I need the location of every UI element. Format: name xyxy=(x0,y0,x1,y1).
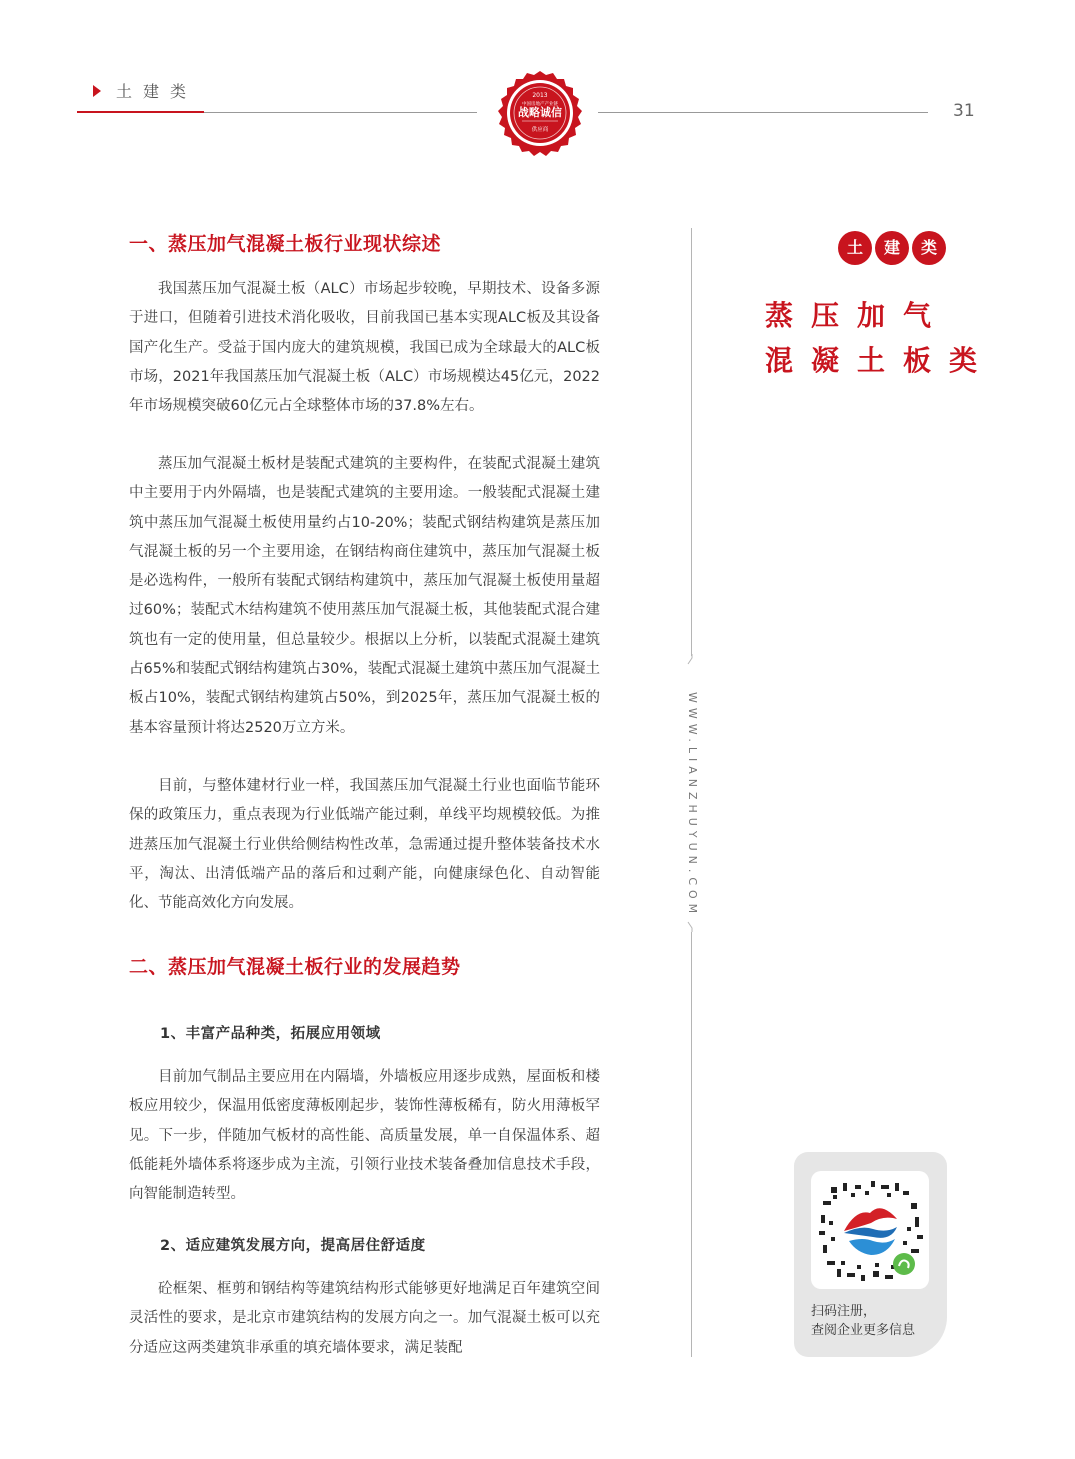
header-category: 土建类 xyxy=(116,82,198,101)
category-circle-1: 土 xyxy=(838,231,872,265)
divider-upper xyxy=(691,228,692,656)
subsection-1-heading: 1、丰富产品种类，拓展应用领域 xyxy=(160,1026,381,1042)
sidebar-title-line-2: 混凝土板类 xyxy=(765,344,996,377)
qr-caption-line-1: 扫码注册， xyxy=(811,1304,877,1319)
section-2-heading: 二、蒸压加气混凝土板行业的发展趋势 xyxy=(129,956,461,978)
category-circle-2: 建 xyxy=(875,231,909,265)
seal-bottom-text: 供应商 xyxy=(531,127,549,133)
header-rule-accent xyxy=(77,111,204,113)
qr-caption xyxy=(811,1302,915,1340)
mini-program-icon xyxy=(893,1253,915,1275)
seal-year: 2013 xyxy=(532,92,548,99)
divider-notch-upper xyxy=(686,654,698,666)
sidebar-title-line-1: 蒸压加气 xyxy=(765,299,950,332)
section-1-paragraph-1: 我国蒸压加气混凝土板（ALC）市场起步较晚，早期技术、设备多源于进口，但随着引进技术消化吸收，目前我国已基本实现ALC板及其设备国产化生产。受益于国内庞大的建筑规模，我国已成为全球最大的ALC板市场，2021年我国蒸压加气混凝土板（ALC）市场规模达45亿元，2022年市场规模突破60亿元占全球整体市场的37.8%左右。 xyxy=(129,281,600,415)
triangle-marker-icon xyxy=(93,85,101,97)
header-rule-right xyxy=(598,112,928,113)
subsection-1-paragraph: 目前加气制品主要应用在内隔墙，外墙板应用逐步成熟，屋面板和楼板应用较少，保温用低密度薄板刚起步，装饰性薄板稀有，防火用薄板罕见。下一步，伴随加气板材的高性能、高质量发展，单一自保温体系、超低能耗外墙体系将逐步成为主流，引领行业技术装备叠加信息技术手段，向智能制造转型。 xyxy=(129,1069,600,1203)
strategic-supplier-seal xyxy=(495,70,585,156)
subsection-2-heading: 2、适应建筑发展方向，提高居住舒适度 xyxy=(160,1238,426,1254)
section-1-heading: 一、蒸压加气混凝土板行业现状综述 xyxy=(129,233,442,255)
qr-code-icon[interactable] xyxy=(811,1171,929,1289)
divider-lower xyxy=(691,932,692,1357)
qr-caption-line-2: 查阅企业更多信息 xyxy=(811,1323,916,1338)
page-number: 31 xyxy=(953,101,975,121)
seal-main-text: 战略诚信 xyxy=(518,106,562,119)
divider-notch-lower xyxy=(686,920,698,932)
seal-top-text: 中国房地产产业链 xyxy=(522,102,558,107)
subsection-2-paragraph: 砼框架、框剪和钢结构等建筑结构形式能够更好地满足百年建筑空间灵活性的要求，是北京市建筑结构的发展方向之一。加气混凝土板可以充分适应这两类建筑非承重的填充墙体要求，满足装配 xyxy=(129,1281,600,1356)
website-url: WWW.LIANZHUYUN.COM xyxy=(686,692,699,919)
section-1-paragraph-3: 目前，与整体建材行业一样，我国蒸压加气混凝土行业也面临节能环保的政策压力，重点表现为行业低端产能过剩，单线平均规模较低。为推进蒸压加气混凝土行业供给侧结构性改革，急需通过提升整体装备技术水平，淘汰、出清低端产品的落后和过剩产能，向健康绿色化、自动智能化、节能高效化方向发展。 xyxy=(129,778,600,912)
category-circle-3: 类 xyxy=(912,231,946,265)
section-1-paragraph-2: 蒸压加气混凝土板材是装配式建筑的主要构件，在装配式混凝土建筑中主要用于内外隔墙，也是装配式建筑的主要用途。一般装配式混凝土建筑中蒸压加气混凝土板使用量约占10-20%；装配式钢结构建筑是蒸压加气混凝土板的另一个主要用途，在钢结构商住建筑中，蒸压加气混凝土板是必选构件，一般所有装配式钢结构建筑中，蒸压加气混凝土板使用量超过60%；装配式木结构建筑不使用蒸压加气混凝土板，其他装配式混合建筑也有一定的使用量，但总量较少。根据以上分析，以装配式混凝土建筑占65%和装配式钢结构建筑占30%，装配式混凝土建筑中蒸压加气混凝土板占10%，装配式钢结构建筑占50%，到2025年，蒸压加气混凝土板的基本容量预计将达2520万立方米。 xyxy=(129,456,600,736)
